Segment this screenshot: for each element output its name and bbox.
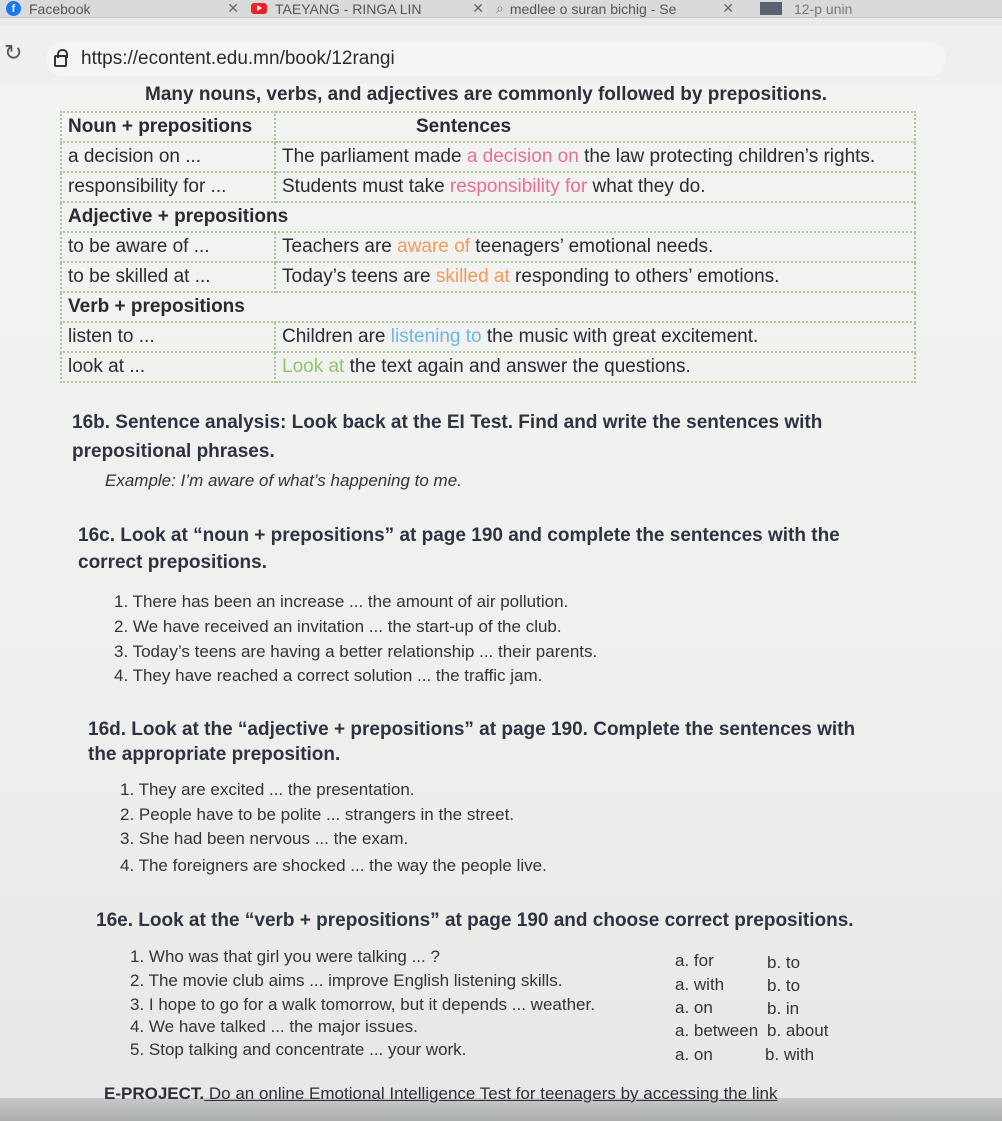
- highlight: aware of: [397, 236, 470, 257]
- column-header: Noun + prepositions: [61, 112, 275, 142]
- sentence-cell: [275, 142, 915, 172]
- url-field[interactable]: [46, 42, 946, 76]
- option-a[interactable]: a. between: [675, 1021, 759, 1040]
- option-a[interactable]: a. on: [675, 998, 713, 1017]
- table-row: [61, 352, 915, 382]
- sentence-cell: [275, 172, 915, 202]
- list-item: 3. She had been nervous ... the exam.: [120, 829, 409, 848]
- search-icon: ⌕: [496, 0, 504, 16]
- url-text: https://econtent.edu.mn/book/12rangi: [81, 48, 395, 69]
- exercise-16b-heading-cont: prepositional phrases.: [72, 441, 275, 462]
- exercise-16b-heading: 16b. Sentence analysis: Look back at the EI Test. Find and write the sentences with: [72, 412, 823, 433]
- option-b[interactable]: b. about: [767, 1021, 829, 1040]
- sentence-text: the law protecting children’s rights.: [578, 146, 876, 167]
- lock-icon[interactable]: [54, 55, 67, 67]
- sentence-cell: [275, 232, 915, 262]
- option-b[interactable]: b. to: [767, 976, 801, 995]
- prepositions-table: [60, 111, 916, 383]
- highlight: listening to: [390, 326, 482, 347]
- sentence-text: responding to others’ emotions.: [509, 266, 780, 287]
- e-project-text: [104, 1084, 777, 1104]
- column-header: Sentences: [275, 112, 915, 142]
- list-item: 1. They are excited ... the presentation.: [120, 780, 415, 799]
- highlight: skilled at: [435, 266, 510, 287]
- exercise-16d-heading-cont: the appropriate preposition.: [88, 744, 341, 765]
- exercise-16c-heading-cont: correct prepositions.: [78, 552, 267, 573]
- list-item: 3. Today’s teens are having a better relationship ... their parents.: [114, 642, 598, 661]
- option-a[interactable]: a. on: [675, 1045, 713, 1064]
- phrase-cell: responsibility for ...: [61, 172, 275, 202]
- table-row: [61, 142, 915, 172]
- section-header-row: [61, 292, 915, 322]
- list-item: 2. We have received an invitation ... the start-up of the club.: [114, 617, 562, 636]
- tab-extra[interactable]: 12-p unin: [794, 0, 853, 17]
- sentence-text: The parliament made: [282, 146, 467, 167]
- sentence-text: what they do.: [587, 176, 706, 197]
- list-item: 1. There has been an increase ... the amount of air pollution.: [114, 592, 569, 611]
- option-b[interactable]: b. in: [767, 999, 800, 1018]
- list-item: 4. They have reached a correct solution ... the traffic jam.: [114, 666, 543, 685]
- tab-title: medlee o suran bichig - Se: [509, 0, 677, 17]
- sentence-text: the text again and answer the questions.: [344, 356, 691, 377]
- sentence-text: teenagers’ emotional needs.: [470, 236, 714, 257]
- highlight: Look at: [282, 356, 345, 377]
- table-row: [61, 262, 915, 292]
- sentence-text: Today’s teens are: [282, 266, 436, 287]
- option-b[interactable]: b. to: [767, 953, 801, 972]
- option-b[interactable]: b. with: [765, 1045, 815, 1064]
- address-bar-row: [0, 26, 1002, 90]
- sentence-cell: [275, 322, 915, 352]
- option-a[interactable]: a. with: [675, 975, 725, 994]
- sentence-cell: [275, 352, 915, 382]
- table-title: Many nouns, verbs, and adjectives are commonly followed by prepositions.: [145, 84, 828, 105]
- list-item: 2. People have to be polite ... strangers in the street.: [120, 805, 515, 824]
- exercise-16e-heading: 16e. Look at the “verb + prepositions” at page 190 and choose correct prepositions.: [96, 910, 854, 931]
- option-a[interactable]: a. for: [675, 951, 714, 970]
- sentence-text: Teachers are: [282, 236, 398, 257]
- question-item: 1. Who was that girl you were talking ... ?: [130, 947, 440, 966]
- section-header: Verb + prepositions: [61, 292, 915, 322]
- phrase-cell: to be skilled at ...: [61, 262, 275, 292]
- section-header: Adjective + prepositions: [61, 202, 915, 232]
- e-project-link-text[interactable]: Do an online Emotional Intelligence Test for teenagers by accessing the link: [204, 1084, 778, 1103]
- table-header-row: [61, 112, 915, 142]
- reload-icon[interactable]: ↻: [4, 40, 23, 65]
- phrase-cell: listen to ...: [61, 322, 275, 352]
- sentence-text: Children are: [282, 326, 391, 347]
- table-row: [61, 232, 915, 262]
- youtube-icon: [251, 3, 267, 14]
- facebook-icon: f: [6, 1, 21, 16]
- question-item: 4. We have talked ... the major issues.: [130, 1017, 418, 1036]
- tab-search[interactable]: [490, 0, 740, 18]
- tab-facebook[interactable]: [0, 0, 245, 18]
- exercise-16b-example: Example: I’m aware of what’s happening to me.: [105, 471, 462, 490]
- list-item: 4. The foreigners are shocked ... the way the people live.: [120, 856, 547, 875]
- close-icon[interactable]: ✕: [227, 0, 239, 16]
- browser-tab-bar: [0, 0, 1002, 18]
- phrase-cell: a decision on ...: [61, 142, 275, 172]
- exercise-16c-heading: 16c. Look at “noun + prepositions” at page 190 and complete the sentences with the: [78, 525, 840, 546]
- sentence-text: Students must take: [282, 176, 450, 197]
- close-icon[interactable]: ✕: [722, 0, 734, 16]
- highlight: a decision on: [466, 146, 579, 167]
- tab-youtube[interactable]: [245, 0, 490, 18]
- question-item: 5. Stop talking and concentrate ... your work.: [130, 1040, 467, 1059]
- question-item: 2. The movie club aims ... improve English listening skills.: [130, 971, 563, 990]
- tab-title: TAEYANG - RINGA LIN: [275, 0, 422, 17]
- book-page: [0, 84, 1002, 1121]
- section-header-row: [61, 202, 915, 232]
- phrase-cell: look at ...: [61, 352, 275, 382]
- table-row: [61, 322, 915, 352]
- tab-title: Facebook: [29, 0, 91, 17]
- sentence-cell: [275, 262, 915, 292]
- tab-thumbnail[interactable]: [760, 2, 782, 15]
- e-project-label: E-PROJECT.: [104, 1084, 205, 1103]
- table-row: [61, 172, 915, 202]
- close-icon[interactable]: ✕: [472, 0, 484, 16]
- question-item: 3. I hope to go for a walk tomorrow, but it depends ... weather.: [130, 995, 595, 1014]
- phrase-cell: to be aware of ...: [61, 232, 275, 262]
- highlight: responsibility for: [449, 176, 588, 197]
- sentence-text: the music with great excitement.: [481, 326, 759, 347]
- exercise-16d-heading: 16d. Look at the “adjective + prepositions” at page 190. Complete the sentences with: [88, 719, 856, 740]
